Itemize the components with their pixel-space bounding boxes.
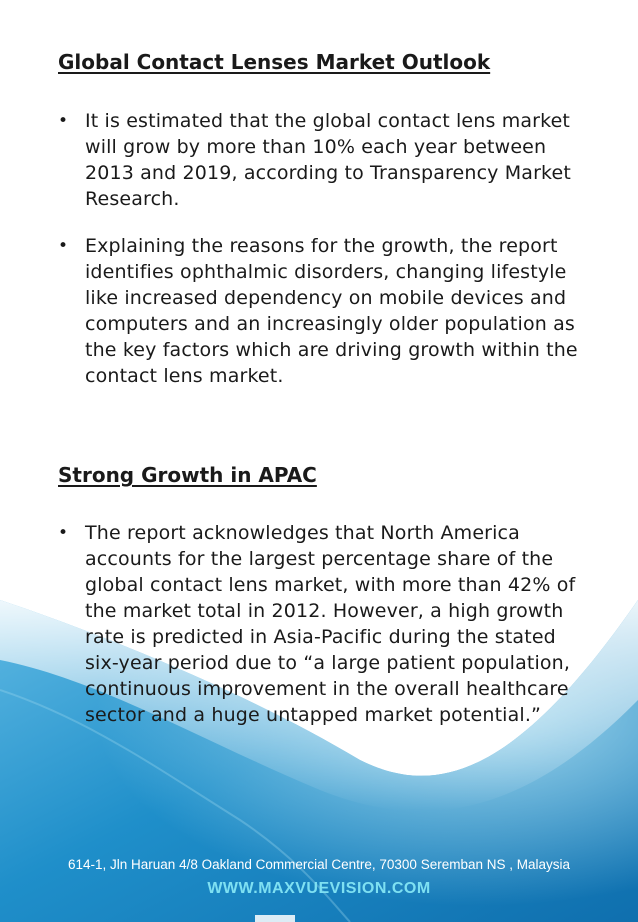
- bullet-item: [58, 108, 588, 212]
- bullet-text: It is estimated that the global contact lens market will grow by more than 10% each year between 2013 and 2019, according to Transparency Market Research.: [85, 110, 571, 210]
- bullet-text: The report acknowledges that North America accounts for the largest percentage share of the global contact lens market, with more than 42% of the market total in 2012. However, a high growth rate is predicted in Asia-Pacific during the stated six-year period due to “a large patient population, continuous improvement in the overall healthcare sector and a huge untapped market potential.”: [85, 522, 576, 726]
- bullet-icon: •: [58, 111, 69, 131]
- footer-website-link[interactable]: WWW.MAXVUEVISION.COM: [207, 880, 431, 897]
- bullet-icon: •: [58, 523, 69, 543]
- bullet-text: Explaining the reasons for the growth, the report identifies ophthalmic disorders, changing lifestyle like increased dependency on mobile devices and computers and an increasingly older population as the key factors which are driving growth within the contact lens market.: [85, 235, 578, 387]
- bullet-item: [58, 233, 588, 389]
- bullet-icon: •: [58, 236, 69, 256]
- footer-address: 614-1, Jln Haruan 4/8 Oakland Commercial Centre, 70300 Seremban NS , Malaysia: [68, 857, 570, 872]
- bullet-item: [58, 520, 588, 728]
- section-heading-market-outlook: Global Contact Lenses Market Outlook: [58, 50, 491, 74]
- section-heading-apac-growth: Strong Growth in APAC: [58, 463, 317, 487]
